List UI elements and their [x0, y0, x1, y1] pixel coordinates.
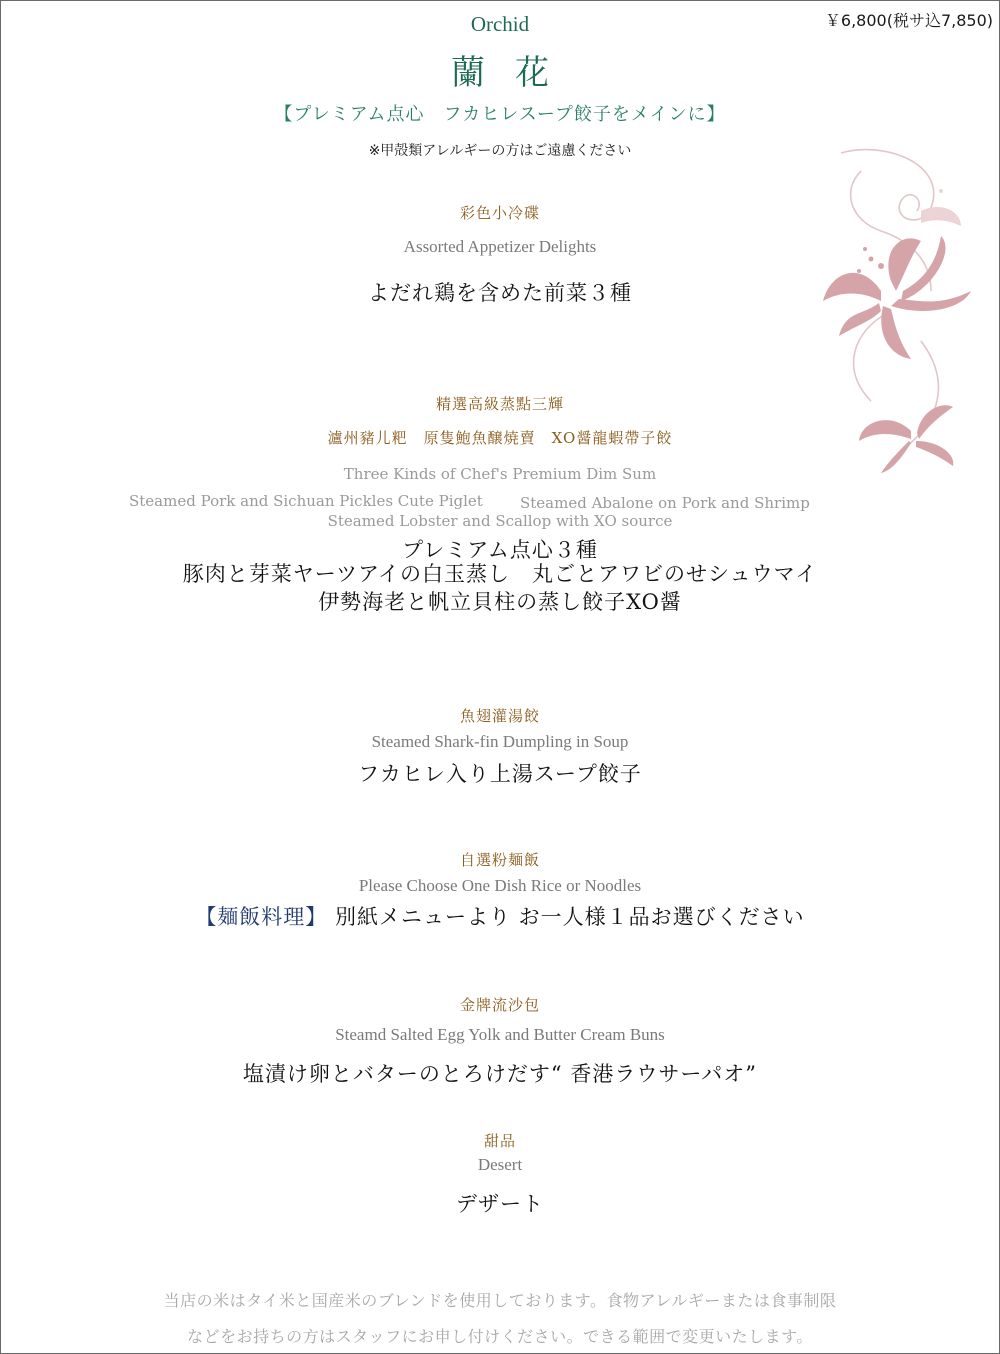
course-subtitle: 【プレミアム点心 フカヒレスープ餃子をメインに】 [274, 104, 726, 125]
allergy-note: ※甲殻類アレルギーの方はご遠慮ください [368, 143, 632, 159]
footer-note-line-1: 当店の米はタイ米と国産米のブレンドを使用しております。食物アレルギーまたは食事制限 [163, 1291, 837, 1310]
rice-english: Please Choose One Dish Rice or Noodles [358, 876, 642, 895]
buns-english: Steamd Salted Egg Yolk and Butter Cream Buns [335, 1025, 665, 1044]
dimsum-english-item-3: Steamed Lobster and Scallop with XO source [327, 512, 673, 530]
course-title-english: Orchid [470, 12, 530, 36]
appetizer-english: Assorted Appetizer Delights [403, 237, 597, 256]
dimsum-english: Three Kinds of Chef's Premium Dim Sum [343, 465, 657, 483]
appetizer-chinese: 彩色小冷碟 [459, 204, 540, 222]
dimsum-english-item-2: Steamed Abalone on Pork and Shrimp [520, 494, 810, 512]
course-title-japanese: 蘭花 [451, 53, 579, 93]
dimsum-chinese: 精選高級蒸點三輝 [435, 395, 564, 413]
buns-japanese: 塩漬け卵とバターのとろけだす“ 香港ラウサーパオ” [242, 1062, 758, 1086]
dimsum-english-item-1: Steamed Pork and Sichuan Pickles Cute Piglet [129, 492, 483, 510]
footer-note-line-2: などをお持ちの方はスタッフにお申し付けください。できる範囲で変更いたします。 [187, 1327, 813, 1346]
soup-chinese: 魚翅灌湯餃 [459, 707, 540, 725]
rice-chinese: 自選粉麺飯 [459, 851, 540, 869]
appetizer-japanese: よだれ鶏を含めた前菜３種 [368, 281, 632, 305]
course-price: ￥6,800(税サ込7,850) [824, 11, 993, 30]
dimsum-chinese-items: 瀘州豬儿粑 原隻鮑魚醸焼賣 XO醤龍蝦帶子餃 [327, 429, 673, 447]
rice-category-tag: 【麺飯料理】 [195, 905, 328, 929]
dessert-japanese: デザート [456, 1192, 544, 1216]
dimsum-japanese-items-1: 豚肉と芽菜ヤーツアイの白玉蒸し 丸ごとアワビのせシュウマイ [182, 562, 818, 586]
rice-japanese [1, 901, 999, 931]
dimsum-japanese: プレミアム点心３種 [402, 538, 598, 562]
soup-english: Steamed Shark-fin Dumpling in Soup [371, 732, 629, 751]
dimsum-japanese-items-2: 伊勢海老と帆立貝柱の蒸し餃子XO醤 [318, 590, 682, 614]
dessert-english: Desert [477, 1155, 523, 1174]
buns-chinese: 金牌流沙包 [459, 996, 540, 1014]
soup-japanese: フカヒレ入り上湯スープ餃子 [358, 762, 642, 786]
rice-instruction: 別紙メニューより お一人様１品お選びください [327, 905, 805, 929]
dessert-chinese: 甜品 [483, 1132, 516, 1150]
